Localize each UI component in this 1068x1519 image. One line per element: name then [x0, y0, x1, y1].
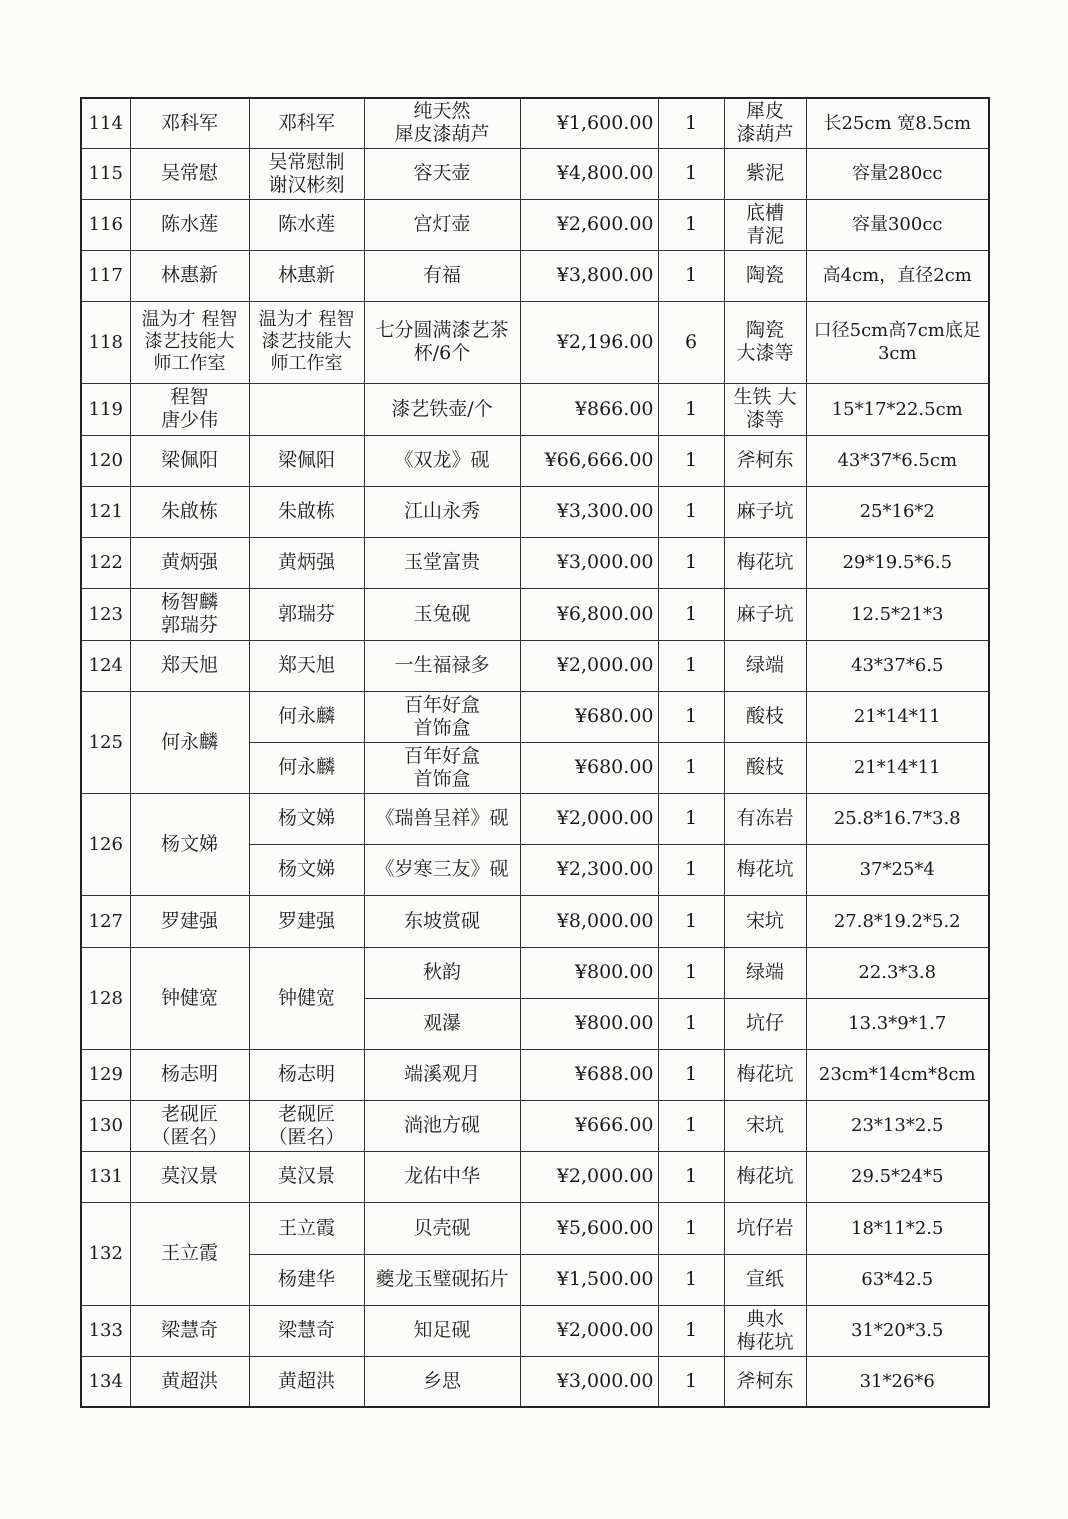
- author-cell: 温为才 程智 漆艺技能大 师工作室: [130, 301, 249, 383]
- material-cell: 底槽 青泥: [724, 199, 806, 250]
- spec-cell: 21*14*11: [806, 691, 989, 742]
- table-row: [81, 1305, 989, 1356]
- material-cell: 陶瓷: [724, 250, 806, 301]
- material-cell: 陶瓷 大漆等: [724, 301, 806, 383]
- maker-cell: 梁慧奇: [249, 1305, 364, 1356]
- item-name-cell: 玉兔砚: [364, 588, 520, 640]
- material-cell: 宣纸: [724, 1254, 806, 1305]
- quantity-cell: 1: [658, 742, 724, 793]
- item-name-cell: 宫灯壶: [364, 199, 520, 250]
- quantity-cell: 1: [658, 1305, 724, 1356]
- maker-cell: 陈水莲: [249, 199, 364, 250]
- table-row: [81, 486, 989, 537]
- author-cell: 杨志明: [130, 1049, 249, 1100]
- row-number: 121: [81, 486, 130, 537]
- spec-cell: 21*14*11: [806, 742, 989, 793]
- author-cell: 王立霞: [130, 1202, 249, 1305]
- price-cell: ¥680.00: [520, 742, 658, 793]
- price-cell: ¥866.00: [520, 383, 658, 435]
- material-cell: 麻子坑: [724, 486, 806, 537]
- spec-cell: 25*16*2: [806, 486, 989, 537]
- spec-cell: 25.8*16.7*3.8: [806, 793, 989, 844]
- material-cell: 梅花坑: [724, 1049, 806, 1100]
- row-number: 120: [81, 435, 130, 486]
- item-name-cell: 乡思: [364, 1356, 520, 1407]
- maker-cell: 郭瑞芬: [249, 588, 364, 640]
- material-cell: 紫泥: [724, 148, 806, 199]
- author-cell: 杨智麟 郭瑞芬: [130, 588, 249, 640]
- quantity-cell: 1: [658, 383, 724, 435]
- quantity-cell: 1: [658, 895, 724, 947]
- row-number: 119: [81, 383, 130, 435]
- table-row: [81, 588, 989, 640]
- quantity-cell: 1: [658, 998, 724, 1049]
- quantity-cell: 1: [658, 691, 724, 742]
- item-name-cell: 《岁寒三友》砚: [364, 844, 520, 895]
- quantity-cell: 1: [658, 537, 724, 588]
- item-name-cell: 漆艺铁壶/个: [364, 383, 520, 435]
- author-cell: 何永麟: [130, 691, 249, 793]
- quantity-cell: 1: [658, 199, 724, 250]
- price-cell: ¥3,300.00: [520, 486, 658, 537]
- table-row: [81, 148, 989, 199]
- item-name-cell: 贝壳砚: [364, 1202, 520, 1254]
- spec-cell: 27.8*19.2*5.2: [806, 895, 989, 947]
- price-cell: ¥5,600.00: [520, 1202, 658, 1254]
- material-cell: 酸枝: [724, 691, 806, 742]
- material-cell: 酸枝: [724, 742, 806, 793]
- maker-cell: 温为才 程智 漆艺技能大 师工作室: [249, 301, 364, 383]
- row-number: 133: [81, 1305, 130, 1356]
- quantity-cell: 1: [658, 1049, 724, 1100]
- material-cell: 斧柯东: [724, 1356, 806, 1407]
- row-number: 123: [81, 588, 130, 640]
- item-table: [80, 97, 990, 1408]
- price-cell: ¥666.00: [520, 1100, 658, 1151]
- price-cell: ¥2,000.00: [520, 1305, 658, 1356]
- maker-cell: 老砚匠 （匿名）: [249, 1100, 364, 1151]
- item-name-cell: 玉堂富贵: [364, 537, 520, 588]
- item-name-cell: 百年好盒 首饰盒: [364, 691, 520, 742]
- row-number: 129: [81, 1049, 130, 1100]
- price-cell: ¥2,196.00: [520, 301, 658, 383]
- spec-cell: 23cm*14cm*8cm: [806, 1049, 989, 1100]
- quantity-cell: 1: [658, 1151, 724, 1202]
- maker-cell: 何永麟: [249, 691, 364, 742]
- spec-cell: 12.5*21*3: [806, 588, 989, 640]
- spec-cell: 13.3*9*1.7: [806, 998, 989, 1049]
- price-cell: ¥2,300.00: [520, 844, 658, 895]
- maker-cell: 何永麟: [249, 742, 364, 793]
- row-number: 132: [81, 1202, 130, 1305]
- row-number: 115: [81, 148, 130, 199]
- table-row: [81, 691, 989, 742]
- row-number: 116: [81, 199, 130, 250]
- item-name-cell: 有福: [364, 250, 520, 301]
- spec-cell: 15*17*22.5cm: [806, 383, 989, 435]
- maker-cell: 杨文娣: [249, 844, 364, 895]
- material-cell: 坑仔岩: [724, 1202, 806, 1254]
- row-number: 118: [81, 301, 130, 383]
- table-row: [81, 199, 989, 250]
- row-number: 117: [81, 250, 130, 301]
- material-cell: 有冻岩: [724, 793, 806, 844]
- row-number: 122: [81, 537, 130, 588]
- material-cell: 绿端: [724, 947, 806, 998]
- maker-cell: 杨文娣: [249, 793, 364, 844]
- spec-cell: 43*37*6.5cm: [806, 435, 989, 486]
- quantity-cell: 1: [658, 793, 724, 844]
- item-name-cell: 江山永秀: [364, 486, 520, 537]
- item-name-cell: 纯天然 犀皮漆葫芦: [364, 98, 520, 148]
- material-cell: 宋坑: [724, 895, 806, 947]
- author-cell: 黄超洪: [130, 1356, 249, 1407]
- price-cell: ¥2,600.00: [520, 199, 658, 250]
- price-cell: ¥2,000.00: [520, 640, 658, 691]
- table-row: [81, 1202, 989, 1254]
- price-cell: ¥800.00: [520, 998, 658, 1049]
- material-cell: 宋坑: [724, 1100, 806, 1151]
- spec-cell: 容量280cc: [806, 148, 989, 199]
- maker-cell: 吴常慰制 谢汉彬刻: [249, 148, 364, 199]
- maker-cell: 黄炳强: [249, 537, 364, 588]
- author-cell: 梁慧奇: [130, 1305, 249, 1356]
- material-cell: 麻子坑: [724, 588, 806, 640]
- price-cell: ¥4,800.00: [520, 148, 658, 199]
- price-cell: ¥8,000.00: [520, 895, 658, 947]
- item-name-cell: 知足砚: [364, 1305, 520, 1356]
- quantity-cell: 1: [658, 486, 724, 537]
- price-cell: ¥680.00: [520, 691, 658, 742]
- row-number: 134: [81, 1356, 130, 1407]
- table-row: [81, 947, 989, 998]
- material-cell: 坑仔: [724, 998, 806, 1049]
- table-row: [81, 98, 989, 148]
- price-cell: ¥66,666.00: [520, 435, 658, 486]
- row-number: 130: [81, 1100, 130, 1151]
- item-name-cell: 淌池方砚: [364, 1100, 520, 1151]
- quantity-cell: 1: [658, 98, 724, 148]
- quantity-cell: 1: [658, 250, 724, 301]
- quantity-cell: 6: [658, 301, 724, 383]
- author-cell: 郑天旭: [130, 640, 249, 691]
- author-cell: 罗建强: [130, 895, 249, 947]
- maker-cell: 罗建强: [249, 895, 364, 947]
- item-name-cell: 一生福禄多: [364, 640, 520, 691]
- spec-cell: 43*37*6.5: [806, 640, 989, 691]
- spec-cell: 22.3*3.8: [806, 947, 989, 998]
- quantity-cell: 1: [658, 640, 724, 691]
- table-row: [81, 1049, 989, 1100]
- quantity-cell: 1: [658, 1356, 724, 1407]
- spec-cell: 长25cm 宽8.5cm: [806, 98, 989, 148]
- price-cell: ¥6,800.00: [520, 588, 658, 640]
- row-number: 128: [81, 947, 130, 1049]
- table-row: [81, 640, 989, 691]
- spec-cell: 18*11*2.5: [806, 1202, 989, 1254]
- quantity-cell: 1: [658, 588, 724, 640]
- author-cell: 吴常慰: [130, 148, 249, 199]
- price-cell: ¥2,000.00: [520, 793, 658, 844]
- row-number: 131: [81, 1151, 130, 1202]
- item-name-cell: 容天壶: [364, 148, 520, 199]
- spec-cell: 容量300cc: [806, 199, 989, 250]
- maker-cell: 王立霞: [249, 1202, 364, 1254]
- material-cell: 梅花坑: [724, 844, 806, 895]
- row-number: 114: [81, 98, 130, 148]
- maker-cell: 莫汉景: [249, 1151, 364, 1202]
- spec-cell: 31*26*6: [806, 1356, 989, 1407]
- item-name-cell: 《双龙》砚: [364, 435, 520, 486]
- author-cell: 莫汉景: [130, 1151, 249, 1202]
- spec-cell: 23*13*2.5: [806, 1100, 989, 1151]
- author-cell: 邓科军: [130, 98, 249, 148]
- item-name-cell: 东坡赏砚: [364, 895, 520, 947]
- author-cell: 陈水莲: [130, 199, 249, 250]
- author-cell: 杨文娣: [130, 793, 249, 895]
- row-number: 126: [81, 793, 130, 895]
- maker-cell: 林惠新: [249, 250, 364, 301]
- row-number: 124: [81, 640, 130, 691]
- spec-cell: 29.5*24*5: [806, 1151, 989, 1202]
- item-name-cell: 龙佑中华: [364, 1151, 520, 1202]
- author-cell: 梁佩阳: [130, 435, 249, 486]
- maker-cell: 钟健宽: [249, 947, 364, 1049]
- table-row: [81, 250, 989, 301]
- table-row: [81, 1100, 989, 1151]
- quantity-cell: 1: [658, 1100, 724, 1151]
- material-cell: 梅花坑: [724, 537, 806, 588]
- item-name-cell: 端溪观月: [364, 1049, 520, 1100]
- author-cell: 林惠新: [130, 250, 249, 301]
- quantity-cell: 1: [658, 1202, 724, 1254]
- price-cell: ¥2,000.00: [520, 1151, 658, 1202]
- price-cell: ¥1,500.00: [520, 1254, 658, 1305]
- maker-cell: 朱啟栋: [249, 486, 364, 537]
- item-table-sheet: [80, 97, 988, 1408]
- spec-cell: 高4cm，直径2cm: [806, 250, 989, 301]
- item-name-cell: 七分圆满漆艺茶 杯/6个: [364, 301, 520, 383]
- material-cell: 梅花坑: [724, 1151, 806, 1202]
- table-row: [81, 793, 989, 844]
- author-cell: 黄炳强: [130, 537, 249, 588]
- item-name-cell: 秋韵: [364, 947, 520, 998]
- table-row: [81, 537, 989, 588]
- author-cell: 钟健宽: [130, 947, 249, 1049]
- material-cell: 典水 梅花坑: [724, 1305, 806, 1356]
- row-number: 127: [81, 895, 130, 947]
- spec-cell: 29*19.5*6.5: [806, 537, 989, 588]
- item-name-cell: 《瑞兽呈祥》砚: [364, 793, 520, 844]
- table-row: [81, 1151, 989, 1202]
- author-cell: 老砚匠 （匿名）: [130, 1100, 249, 1151]
- price-cell: ¥3,800.00: [520, 250, 658, 301]
- price-cell: ¥800.00: [520, 947, 658, 998]
- price-cell: ¥1,600.00: [520, 98, 658, 148]
- maker-cell: 杨建华: [249, 1254, 364, 1305]
- table-row: [81, 301, 989, 383]
- quantity-cell: 1: [658, 148, 724, 199]
- table-row: [81, 1356, 989, 1407]
- maker-cell: 郑天旭: [249, 640, 364, 691]
- table-row: [81, 895, 989, 947]
- material-cell: 绿端: [724, 640, 806, 691]
- row-number: 125: [81, 691, 130, 793]
- item-name-cell: 夔龙玉璧砚拓片: [364, 1254, 520, 1305]
- material-cell: 斧柯东: [724, 435, 806, 486]
- spec-cell: 口径5cm高7cm底足 3cm: [806, 301, 989, 383]
- maker-cell: 黄超洪: [249, 1356, 364, 1407]
- spec-cell: 37*25*4: [806, 844, 989, 895]
- author-cell: 程智 唐少伟: [130, 383, 249, 435]
- material-cell: 犀皮 漆葫芦: [724, 98, 806, 148]
- maker-cell: 邓科军: [249, 98, 364, 148]
- maker-cell: 梁佩阳: [249, 435, 364, 486]
- spec-cell: 63*42.5: [806, 1254, 989, 1305]
- price-cell: ¥3,000.00: [520, 1356, 658, 1407]
- item-name-cell: 观瀑: [364, 998, 520, 1049]
- quantity-cell: 1: [658, 947, 724, 998]
- spec-cell: 31*20*3.5: [806, 1305, 989, 1356]
- author-cell: 朱啟栋: [130, 486, 249, 537]
- maker-cell: [249, 383, 364, 435]
- table-row: [81, 383, 989, 435]
- quantity-cell: 1: [658, 435, 724, 486]
- table-row: [81, 435, 989, 486]
- price-cell: ¥3,000.00: [520, 537, 658, 588]
- quantity-cell: 1: [658, 1254, 724, 1305]
- quantity-cell: 1: [658, 844, 724, 895]
- item-name-cell: 百年好盒 首饰盒: [364, 742, 520, 793]
- price-cell: ¥688.00: [520, 1049, 658, 1100]
- material-cell: 生铁 大 漆等: [724, 383, 806, 435]
- maker-cell: 杨志明: [249, 1049, 364, 1100]
